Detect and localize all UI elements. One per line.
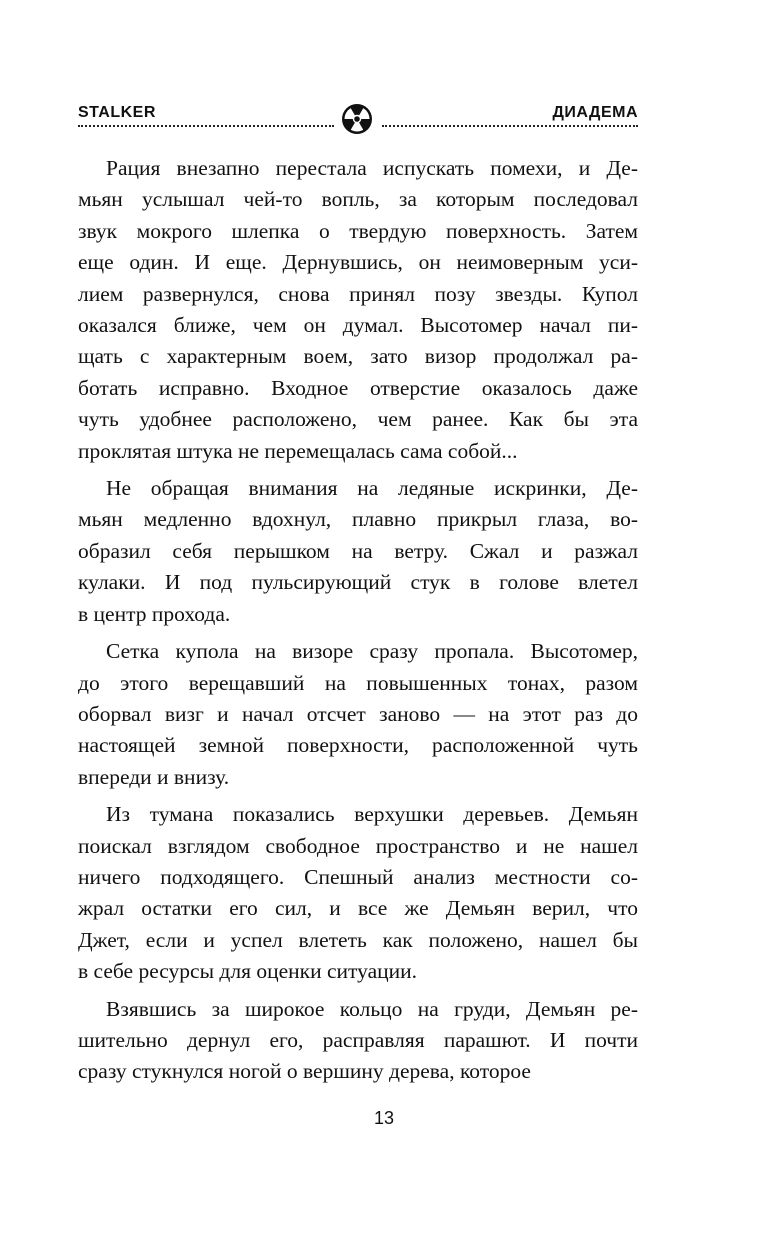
text-line: Взявшись за широкое кольцо на груди, Демьян ре- [106, 996, 638, 1021]
text-line: Джет, если и успел влететь как положено, нашел бы [78, 927, 638, 952]
header-dotted-rule-right [382, 125, 638, 127]
paragraph [78, 636, 638, 793]
book-title: ДИАДЕМА [552, 104, 638, 121]
text-line: щать с характерным воем, зато визор продолжал ра- [78, 344, 638, 369]
text-line: Из тумана показались верхушки деревьев. Демьян [106, 802, 638, 827]
text-line: ничего подходящего. Спешный анализ местности со- [78, 864, 638, 889]
text-line: кулаки. И под пульсирующий стук в голове влетел [78, 570, 638, 595]
text-line: в центр прохода. [78, 601, 231, 626]
paragraph [78, 153, 638, 467]
paragraph [78, 994, 638, 1088]
text-line: в себе ресурсы для оценки ситуации. [78, 959, 418, 984]
text-line: ботать исправно. Входное отверстие оказалось даже [78, 375, 638, 400]
text-line: мьян услышал чей-то вопль, за которым последовал [78, 187, 638, 212]
text-line: лием развернулся, снова принял позу звезды. Купол [78, 281, 638, 306]
paragraph [78, 799, 638, 987]
paragraph [78, 473, 638, 630]
text-line: оборвал визг и начал отсчет заново — на этот раз до [78, 701, 638, 726]
text-line: Сетка купола на визоре сразу пропала. Высотомер, [106, 639, 638, 664]
text-line: Рация внезапно перестала испускать помехи, и Де- [106, 156, 638, 180]
text-line: еще один. И еще. Дернувшись, он неимоверным уси- [78, 250, 638, 275]
text-line: звук мокрого шлепка о твердую поверхность. Затем [78, 218, 638, 243]
text-line: проклятая штука не перемещалась сама собой... [78, 438, 518, 463]
text-line: поискал взглядом свободное пространство и не нашел [78, 833, 638, 858]
text-line: Не обращая внимания на ледяные искринки, Де- [106, 476, 638, 501]
running-header [78, 100, 638, 136]
header-dotted-rule-left [78, 125, 334, 127]
text-line: настоящей земной поверхности, расположенной чуть [78, 733, 638, 758]
series-title: STALKER [78, 104, 156, 121]
text-line: до этого верещавший на повышенных тонах, разом [78, 670, 638, 695]
text-line: оказался ближе, чем он думал. Высотомер начал пи- [78, 313, 638, 338]
text-line: образил себя перышком на ветру. Сжал и разжал [78, 538, 638, 563]
radiation-icon [341, 103, 373, 135]
text-line: жрал остатки его сил, и все же Демьян верил, что [78, 896, 638, 921]
page-number: 13 [373, 1108, 395, 1128]
body-text [78, 153, 638, 1088]
text-line: сразу стукнулся ногой о вершину дерева, которое [78, 1059, 531, 1084]
text-line: мьян медленно вдохнул, плавно прикрыл глаза, во- [78, 507, 638, 532]
text-line: впереди и внизу. [78, 764, 230, 789]
text-line: чуть удобнее расположено, чем ранее. Как бы эта [78, 407, 638, 432]
text-line: шительно дернул его, расправляя парашют. И почти [78, 1027, 638, 1052]
